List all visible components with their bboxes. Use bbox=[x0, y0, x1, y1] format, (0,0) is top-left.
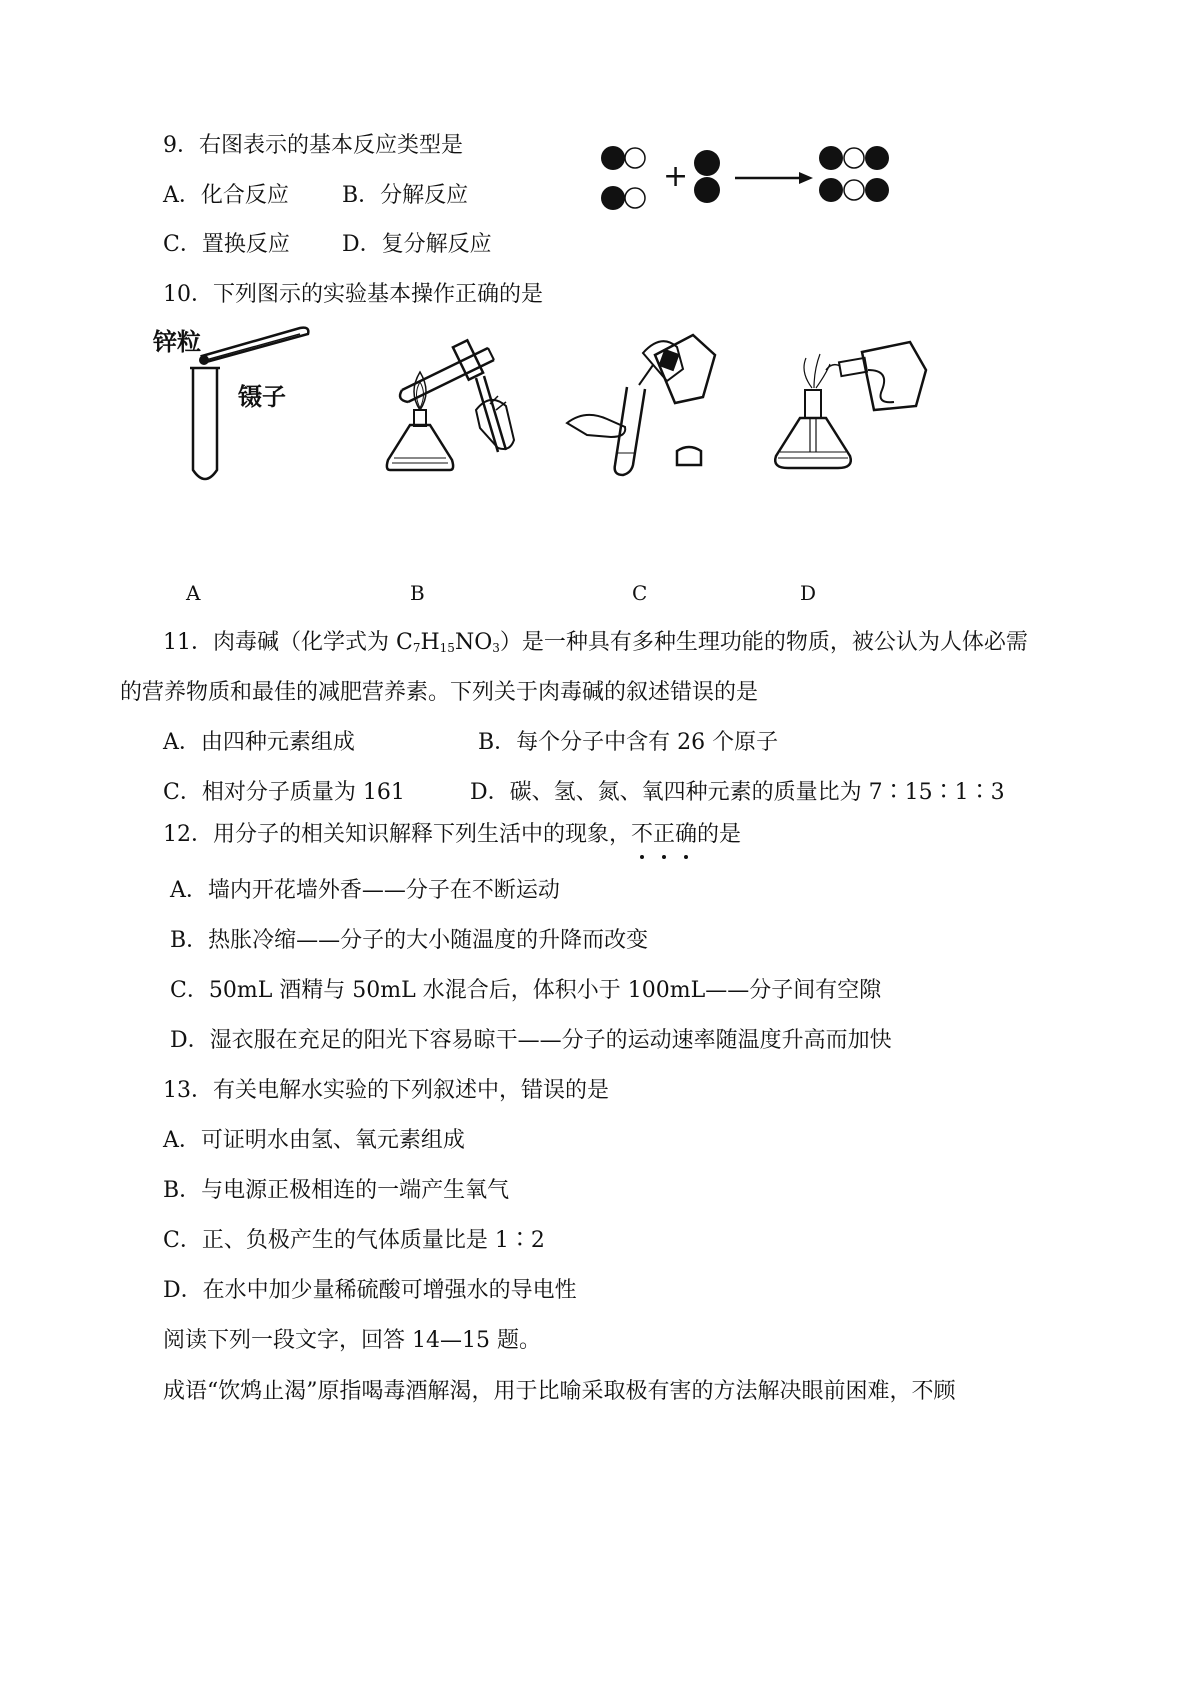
q9-stem: 9．右图表示的基本反应类型是 bbox=[163, 133, 463, 158]
q12-stem bbox=[163, 820, 741, 850]
q11-option-c: C．相对分子质量为 161 bbox=[163, 780, 405, 805]
tweezers-label: 镊子 bbox=[238, 383, 286, 411]
alcohol-lamp-icon bbox=[387, 410, 453, 470]
q11-option-d: D．碳、氢、氮、氧四种元素的质量比为 7∶15∶1∶3 bbox=[470, 780, 1005, 805]
reactant-molecule-1 bbox=[601, 146, 645, 170]
tweezers-icon bbox=[202, 328, 308, 362]
formula-h: H bbox=[420, 630, 440, 655]
q12-option-d: D．湿衣服在充足的阳光下容易晾干——分子的运动速率随温度升高而加快 bbox=[170, 1028, 892, 1053]
figure-label-a: A bbox=[186, 581, 201, 605]
q13-stem: 13．有关电解水实验的下列叙述中，错误的是 bbox=[163, 1078, 609, 1103]
q10-stem: 10．下列图示的实验基本操作正确的是 bbox=[163, 282, 543, 307]
plus-sign: + bbox=[663, 159, 689, 194]
figure-d-lighting-alcohol-lamp bbox=[770, 340, 930, 475]
q9-option-c: C．置换反应 bbox=[163, 232, 290, 257]
q9-option-a: A．化合反应 bbox=[163, 183, 289, 208]
figure-label-b: B bbox=[410, 581, 425, 605]
q13-option-b: B．与电源正极相连的一端产生氧气 bbox=[163, 1178, 510, 1203]
bottle-stopper-icon bbox=[677, 447, 701, 465]
flame-icon bbox=[414, 372, 426, 410]
figure-label-c: C bbox=[632, 581, 648, 605]
test-tube-icon bbox=[615, 387, 645, 475]
zinc-label: 锌粒 bbox=[153, 328, 201, 356]
q9-option-b: B．分解反应 bbox=[342, 183, 469, 208]
q11-stem-line1 bbox=[163, 628, 1028, 663]
q11-stem-line2: 的营养物质和最佳的减肥营养素。下列关于肉毒碱的叙述错误的是 bbox=[120, 680, 759, 705]
figure-c-pouring-liquid bbox=[565, 325, 745, 480]
formula-o-subscript: 3 bbox=[492, 641, 500, 655]
reaction-arrow-icon bbox=[735, 172, 813, 184]
zinc-granule-icon bbox=[199, 355, 209, 365]
q9-option-d: D．复分解反应 bbox=[342, 232, 492, 257]
tilted-lamp-icon bbox=[826, 342, 926, 410]
formula-no: NO bbox=[454, 630, 493, 655]
q12-option-c: C．50mL 酒精与 50mL 水混合后，体积小于 100mL——分子间有空隙 bbox=[170, 978, 882, 1003]
q13-option-d: D．在水中加少量稀硫酸可增强水的导电性 bbox=[163, 1278, 577, 1303]
reactant-molecule-3 bbox=[694, 150, 720, 203]
reading-intro: 阅读下列一段文字，回答 14—15 题。 bbox=[163, 1328, 541, 1353]
q11-stem-prefix: 11．肉毒碱（化学式为 C bbox=[163, 630, 413, 655]
q13-option-c: C．正、负极产生的气体质量比是 1∶2 bbox=[163, 1228, 545, 1253]
q13-option-a: A．可证明水由氢、氧元素组成 bbox=[163, 1128, 465, 1153]
q12-stem-suffix: 的是 bbox=[697, 822, 742, 847]
q11-option-b: B．每个分子中含有 26 个原子 bbox=[478, 730, 779, 755]
q12-option-a: A．墙内开花墙外香——分子在不断运动 bbox=[170, 878, 560, 903]
flame-icon bbox=[804, 354, 830, 388]
figure-b-heating-test-tube bbox=[380, 320, 540, 480]
reactant-molecule-2 bbox=[601, 186, 645, 210]
formula-c-subscript: 7 bbox=[412, 641, 421, 655]
q9-reaction-diagram bbox=[595, 138, 905, 218]
q11-option-a: A．由四种元素组成 bbox=[163, 730, 355, 755]
q12-emphasis: 不正确 bbox=[631, 822, 697, 847]
product-molecule-1 bbox=[819, 146, 889, 170]
test-tube-icon bbox=[190, 368, 220, 479]
q12-stem-prefix: 12．用分子的相关知识解释下列生活中的现象， bbox=[163, 822, 631, 847]
alcohol-lamp-icon bbox=[775, 390, 851, 468]
figure-label-d: D bbox=[800, 581, 817, 605]
formula-h-subscript: 15 bbox=[439, 641, 455, 655]
figure-a-test-tube-zinc bbox=[150, 320, 330, 490]
q12-option-b: B．热胀冷缩——分子的大小随温度的升降而改变 bbox=[170, 928, 649, 953]
product-molecule-2 bbox=[819, 178, 889, 202]
q11-stem-suffix: ）是一种具有多种生理功能的物质，被公认为人体必需 bbox=[499, 630, 1028, 655]
reading-text: 成语“饮鸩止渴”原指喝毒酒解渴，用于比喻采取极有害的方法解决眼前困难，不顾 bbox=[163, 1379, 956, 1404]
